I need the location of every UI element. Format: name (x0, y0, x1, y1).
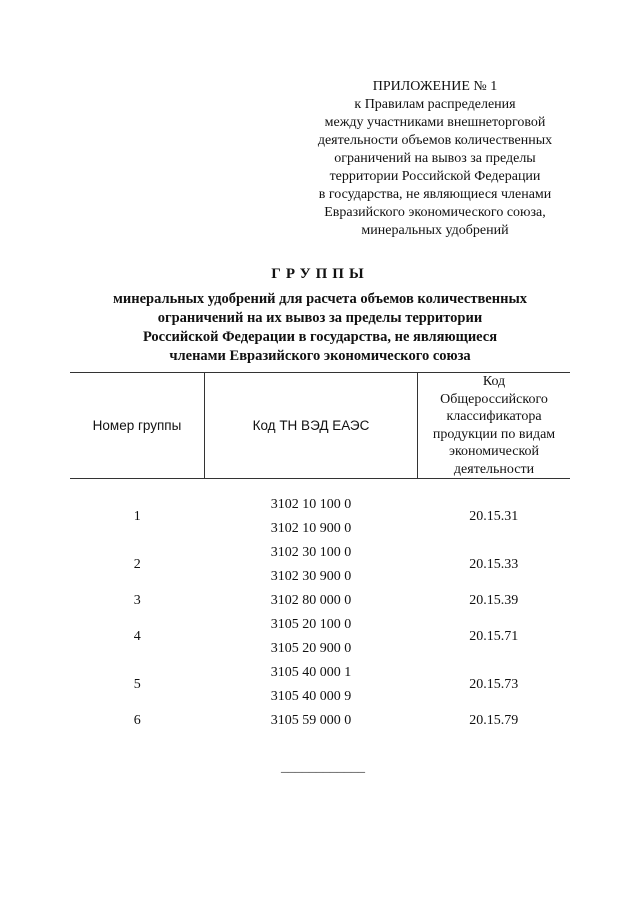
appendix-heading (300, 78, 570, 240)
table-row (70, 613, 570, 661)
tnved-codes (205, 541, 418, 589)
header-group-number: Номер группы (70, 373, 205, 479)
group-number: 1 (133, 509, 141, 524)
appendix-line: в государства, не являющиеся членами (318, 187, 552, 202)
header-okpd-line: деятельности (453, 461, 535, 477)
subtitle-line: минеральных удобрений для расчета объемов количественных (112, 291, 528, 307)
groups-table (70, 372, 570, 733)
tnved-code: 3102 30 900 0 (270, 569, 352, 584)
tnved-code: 3102 10 900 0 (270, 521, 352, 536)
tnved-code: 3105 20 100 0 (270, 617, 352, 632)
table-row (70, 661, 570, 709)
group-number: 3 (133, 593, 141, 608)
table-row (70, 589, 570, 613)
table-spacer (70, 479, 570, 494)
tnved-code: 3102 80 000 0 (270, 593, 352, 608)
header-okpd-code (418, 373, 571, 479)
document-title: ГРУППЫ (271, 266, 369, 282)
okpd-code: 20.15.79 (469, 713, 519, 728)
appendix-line: ПРИЛОЖЕНИЕ № 1 (372, 79, 498, 94)
okpd-code: 20.15.71 (469, 629, 519, 644)
header-okpd-line: Код (482, 374, 506, 389)
header-okpd-line: продукции по видам (432, 426, 556, 442)
tnved-code: 3105 20 900 0 (270, 641, 352, 656)
tnved-code: 3102 30 100 0 (270, 545, 352, 560)
subtitle-line: членами Евразийского экономического союза (169, 348, 471, 364)
tnved-codes (205, 613, 418, 661)
tnved-codes (205, 493, 418, 541)
group-number: 2 (133, 557, 141, 572)
footer-divider: ____________ (281, 760, 365, 775)
group-number: 6 (133, 713, 141, 728)
tnved-code: 3102 10 100 0 (270, 497, 352, 512)
appendix-line: территории Российской Федерации (329, 169, 541, 184)
tnved-code: 3105 40 000 1 (270, 665, 352, 680)
subtitle-line: ограничений на их вывоз за пределы территории (157, 310, 483, 326)
appendix-line: ограничений на вывоз за пределы (334, 151, 536, 166)
document-subtitle (60, 290, 580, 366)
appendix-line: деятельности объемов количественных (317, 133, 553, 148)
okpd-code: 20.15.31 (469, 509, 519, 524)
table-row (70, 493, 570, 541)
table-row (70, 541, 570, 589)
okpd-code: 20.15.39 (469, 593, 519, 608)
tnved-code: 3105 40 000 9 (270, 689, 352, 704)
tnved-codes (205, 589, 418, 613)
tnved-codes (205, 661, 418, 709)
appendix-line: Евразийского экономического союза, (324, 205, 546, 220)
appendix-line: минеральных удобрений (361, 223, 509, 238)
subtitle-line: Российской Федерации в государства, не являющиеся (142, 329, 498, 345)
appendix-line: к Правилам распределения (354, 97, 516, 112)
okpd-code: 20.15.73 (469, 677, 519, 692)
header-okpd-line: классификатора (446, 409, 542, 424)
group-number: 4 (133, 629, 141, 644)
table-header-row (70, 373, 570, 479)
okpd-code: 20.15.33 (469, 557, 519, 572)
tnved-codes (205, 709, 418, 733)
group-number: 5 (133, 677, 141, 692)
table-row (70, 709, 570, 733)
appendix-line: между участниками внешнеторговой (324, 115, 546, 130)
header-okpd-line: экономической (448, 444, 540, 459)
header-tnved-code: Код ТН ВЭД ЕАЭС (205, 373, 418, 479)
tnved-code: 3105 59 000 0 (270, 713, 352, 728)
header-okpd-line: Общероссийского (440, 391, 548, 407)
